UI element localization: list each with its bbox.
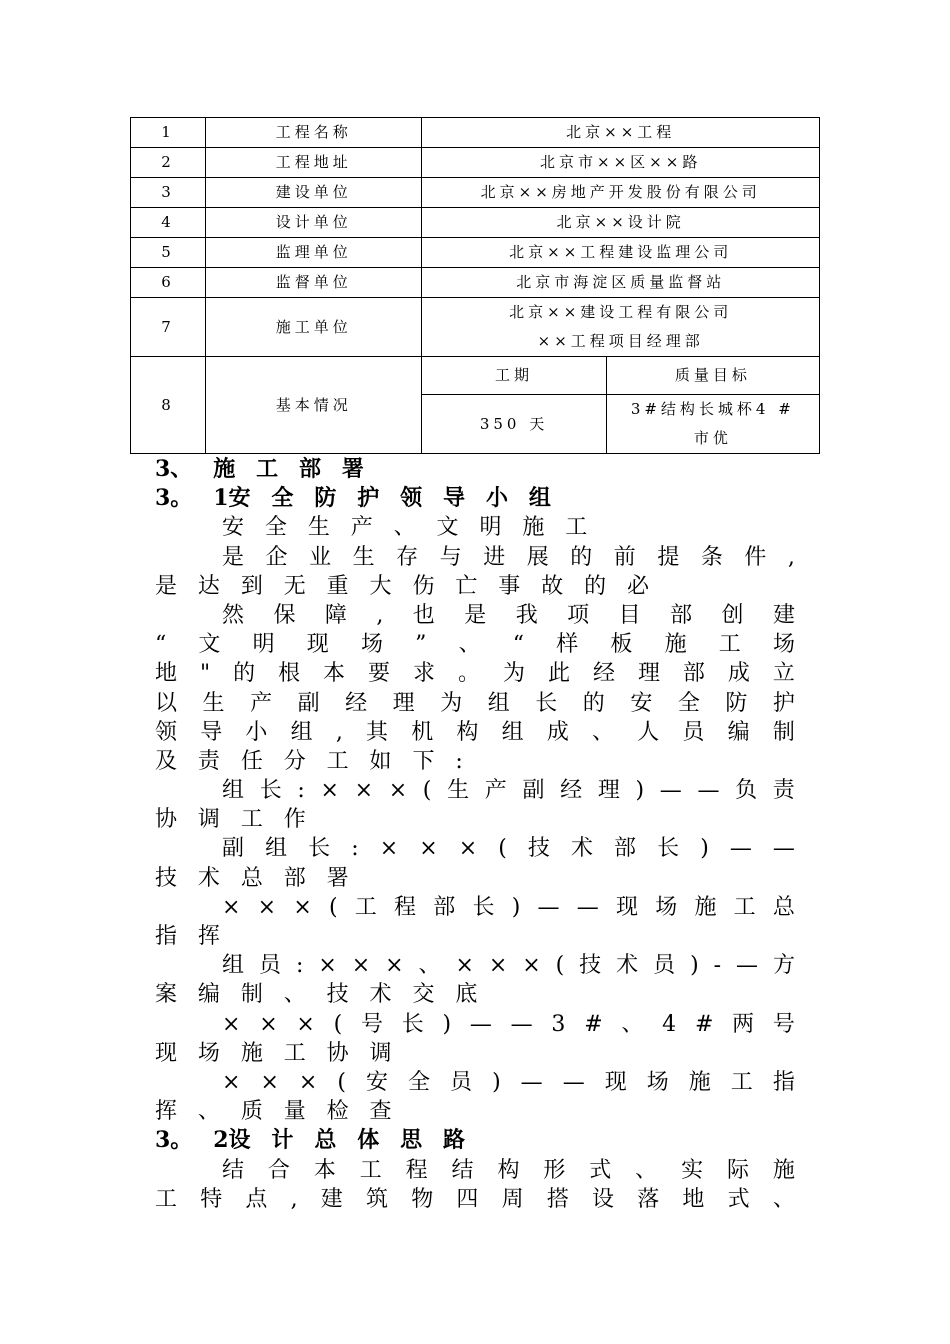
row-label: 建设单位 bbox=[206, 178, 422, 208]
paragraph-line: 是 企 业 生 存 与 进 展 的 前 提 条 件 , bbox=[222, 544, 795, 570]
paragraph-line: 地 " 的 根 本 要 求 。 为 此 经 理 部 成 立 bbox=[155, 661, 795, 687]
quality-goal-line: 市优 bbox=[693, 429, 732, 447]
paragraph-line: 组 长 : × × × ( 生 产 副 经 理 ) — — 负 责 bbox=[222, 778, 795, 804]
quality-goal-line: 3#结构长城杯4 # bbox=[630, 400, 795, 418]
row-value: 北京××设计院 bbox=[422, 208, 820, 238]
table-row bbox=[131, 208, 820, 238]
row-number: 4 bbox=[131, 208, 206, 238]
paragraph-line: 技 术 总 部 署 bbox=[155, 865, 349, 891]
paragraph-line: 组 员 : × × × 、 × × × ( 技 术 员 ) - — 方 bbox=[222, 953, 795, 979]
row-value: 北京市××区××路 bbox=[422, 148, 820, 178]
paragraph-line: × × × ( 工 程 部 长 ) — — 现 场 施 工 总 bbox=[222, 894, 795, 920]
row-number: 8 bbox=[131, 357, 206, 454]
row-label: 监督单位 bbox=[206, 268, 422, 298]
paragraph-line: 指 挥 bbox=[155, 924, 220, 949]
row-value-line: ××工程项目经理部 bbox=[537, 332, 704, 350]
paragraph-line: 以 生 产 副 经 理 为 组 长 的 安 全 防 护 bbox=[155, 690, 795, 716]
row-value: 北京市海淀区质量监督站 bbox=[422, 268, 820, 298]
row-label: 监理单位 bbox=[206, 238, 422, 268]
quality-goal-header: 质量目标 bbox=[606, 357, 819, 395]
row-number: 7 bbox=[131, 298, 206, 357]
table-row bbox=[131, 268, 820, 298]
row-label: 基本情况 bbox=[206, 357, 422, 454]
paragraph-line: 是 达 到 无 重 大 伤 亡 事 故 的 必 bbox=[155, 573, 649, 599]
paragraph-line: 及 责 任 分 工 如 下 : bbox=[155, 748, 463, 774]
section-heading: 3。 1安 全 防 护 领 导 小 组 bbox=[155, 485, 551, 512]
section-heading: 3、 施 工 部 署 bbox=[155, 456, 364, 482]
row-value: 北京××工程建设监理公司 bbox=[422, 238, 820, 268]
paragraph-line: × × × ( 安 全 员 ) — — 现 场 施 工 指 bbox=[222, 1069, 795, 1095]
row-value bbox=[422, 298, 820, 357]
row-label: 施工单位 bbox=[206, 298, 422, 357]
row-label: 工程地址 bbox=[206, 148, 422, 178]
table-row bbox=[131, 118, 820, 148]
row-number: 6 bbox=[131, 268, 206, 298]
table-row bbox=[131, 298, 820, 357]
paragraph-line: 副 组 长 : × × × ( 技 术 部 长 ) — — bbox=[222, 836, 795, 862]
table-row bbox=[131, 148, 820, 178]
row-label: 工程名称 bbox=[206, 118, 422, 148]
row-value: 北京××房地产开发股份有限公司 bbox=[422, 178, 820, 208]
paragraph-line: 协 调 工 作 bbox=[155, 807, 306, 833]
paragraph-line: “ 文 明 现 场 ” 、 “ 样 板 施 工 场 bbox=[155, 632, 795, 658]
paragraph-line: 然 保 障 , 也 是 我 项 目 部 创 建 bbox=[222, 602, 795, 628]
paragraph-line: 现 场 施 工 协 调 bbox=[155, 1040, 392, 1066]
document-body bbox=[155, 455, 795, 1214]
row-number: 2 bbox=[131, 148, 206, 178]
table-row bbox=[131, 357, 820, 395]
schedule-header: 工期 bbox=[422, 357, 606, 395]
quality-goal-value bbox=[606, 395, 819, 454]
table-row bbox=[131, 178, 820, 208]
paragraph-line: 工 特 点 , 建 筑 物 四 周 搭 设 落 地 式 、 bbox=[155, 1186, 795, 1212]
paragraph-line: × × × ( 号 长 ) — — 3 # 、 4 # 两 号 bbox=[222, 1011, 795, 1037]
project-info-table bbox=[130, 117, 820, 454]
row-value-line: 北京××建设工程有限公司 bbox=[509, 303, 733, 321]
row-number: 5 bbox=[131, 238, 206, 268]
paragraph-line: 结 合 本 工 程 结 构 形 式 、 实 际 施 bbox=[222, 1157, 795, 1183]
row-label: 设计单位 bbox=[206, 208, 422, 238]
section-heading: 3。 2设 计 总 体 思 路 bbox=[155, 1127, 466, 1154]
paragraph-line: 安 全 生 产 、 文 明 施 工 bbox=[222, 515, 588, 541]
paragraph-line: 领 导 小 组 , 其 机 构 组 成 、 人 员 编 制 bbox=[155, 719, 795, 745]
paragraph-line: 挥 、 质 量 检 查 bbox=[155, 1099, 392, 1125]
row-value: 北京××工程 bbox=[422, 118, 820, 148]
paragraph-line: 案 编 制 、 技 术 交 底 bbox=[155, 982, 478, 1008]
schedule-value: 350 天 bbox=[422, 395, 606, 454]
table-row bbox=[131, 238, 820, 268]
row-number: 1 bbox=[131, 118, 206, 148]
row-number: 3 bbox=[131, 178, 206, 208]
